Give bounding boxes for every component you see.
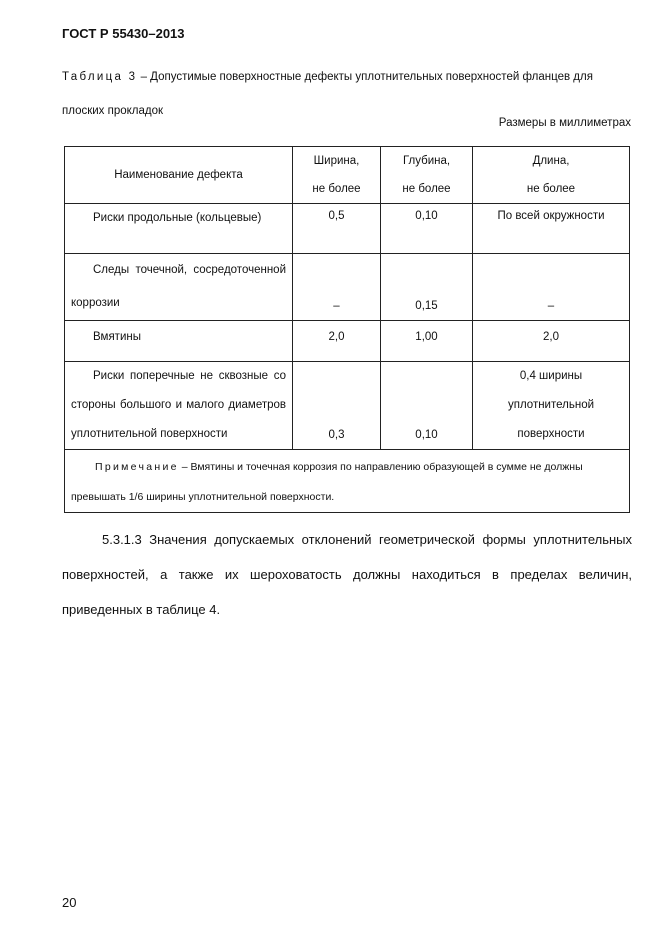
defects-table	[64, 146, 630, 513]
units-note: Размеры в миллиметрах	[498, 117, 631, 129]
table-note	[65, 450, 630, 513]
row-length	[473, 362, 630, 450]
header-width-line1: Ширина,	[313, 155, 360, 167]
row-length: По всей окружности	[473, 204, 630, 254]
row-width: 2,0	[293, 321, 381, 362]
row-width: 0,5	[293, 204, 381, 254]
standard-code: ГОСТ Р 55430–2013	[62, 26, 185, 41]
page-number: 20	[62, 895, 77, 910]
row-name: Риски поперечные не сквозные со стороны большого и малого диаметров уплотнительной поверхности	[65, 362, 293, 450]
table-row	[65, 362, 630, 450]
row-length: –	[473, 254, 630, 321]
header-length-line2: не более	[526, 183, 576, 195]
table-row	[65, 254, 630, 321]
row-width: 0,3	[293, 362, 381, 450]
table-caption-text: – Допустимые поверхностные дефекты уплотнительных поверхностей фланцев для плоских прокладок	[62, 71, 593, 117]
table-note-row	[65, 450, 630, 513]
header-depth	[381, 147, 473, 204]
table-note-text: – Вмятины и точечная коррозия по направлению образующей в сумме не должны превышать 1/6 ширины уплотнительной поверхности.	[71, 461, 583, 503]
body-paragraph-text: 5.3.1.3 Значения допускаемых отклонений геометрической формы уплотнительных поверхностей, а также их шероховатость должны находиться в пределах величин, приведенных в таблице 4.	[62, 532, 632, 617]
header-width	[293, 147, 381, 204]
header-length	[473, 147, 630, 204]
body-paragraph	[62, 522, 632, 627]
row-depth: 0,15	[381, 254, 473, 321]
header-length-line1: Длина,	[532, 155, 570, 167]
row-depth: 1,00	[381, 321, 473, 362]
row-length-line2: уплотнительной	[507, 399, 595, 411]
table-caption-label: Таблица 3	[62, 71, 138, 83]
header-depth-line2: не более	[402, 183, 451, 195]
table-header-row	[65, 147, 630, 204]
header-width-line2: не более	[312, 183, 361, 195]
row-width: –	[293, 254, 381, 321]
header-name: Наименование дефекта	[65, 147, 293, 204]
row-name: Риски продольные (кольцевые)	[65, 204, 293, 254]
header-depth-line1: Глубина,	[402, 155, 451, 167]
table-row	[65, 204, 630, 254]
row-length-line1: 0,4 ширины	[519, 370, 583, 382]
row-depth: 0,10	[381, 362, 473, 450]
row-depth: 0,10	[381, 204, 473, 254]
row-length-line3: поверхности	[517, 428, 585, 440]
table-note-label: Примечание	[95, 461, 179, 473]
row-name: Вмятины	[65, 321, 293, 362]
table-row	[65, 321, 630, 362]
row-length: 2,0	[473, 321, 630, 362]
row-name: Следы точечной, сосредоточенной коррозии	[65, 254, 293, 321]
